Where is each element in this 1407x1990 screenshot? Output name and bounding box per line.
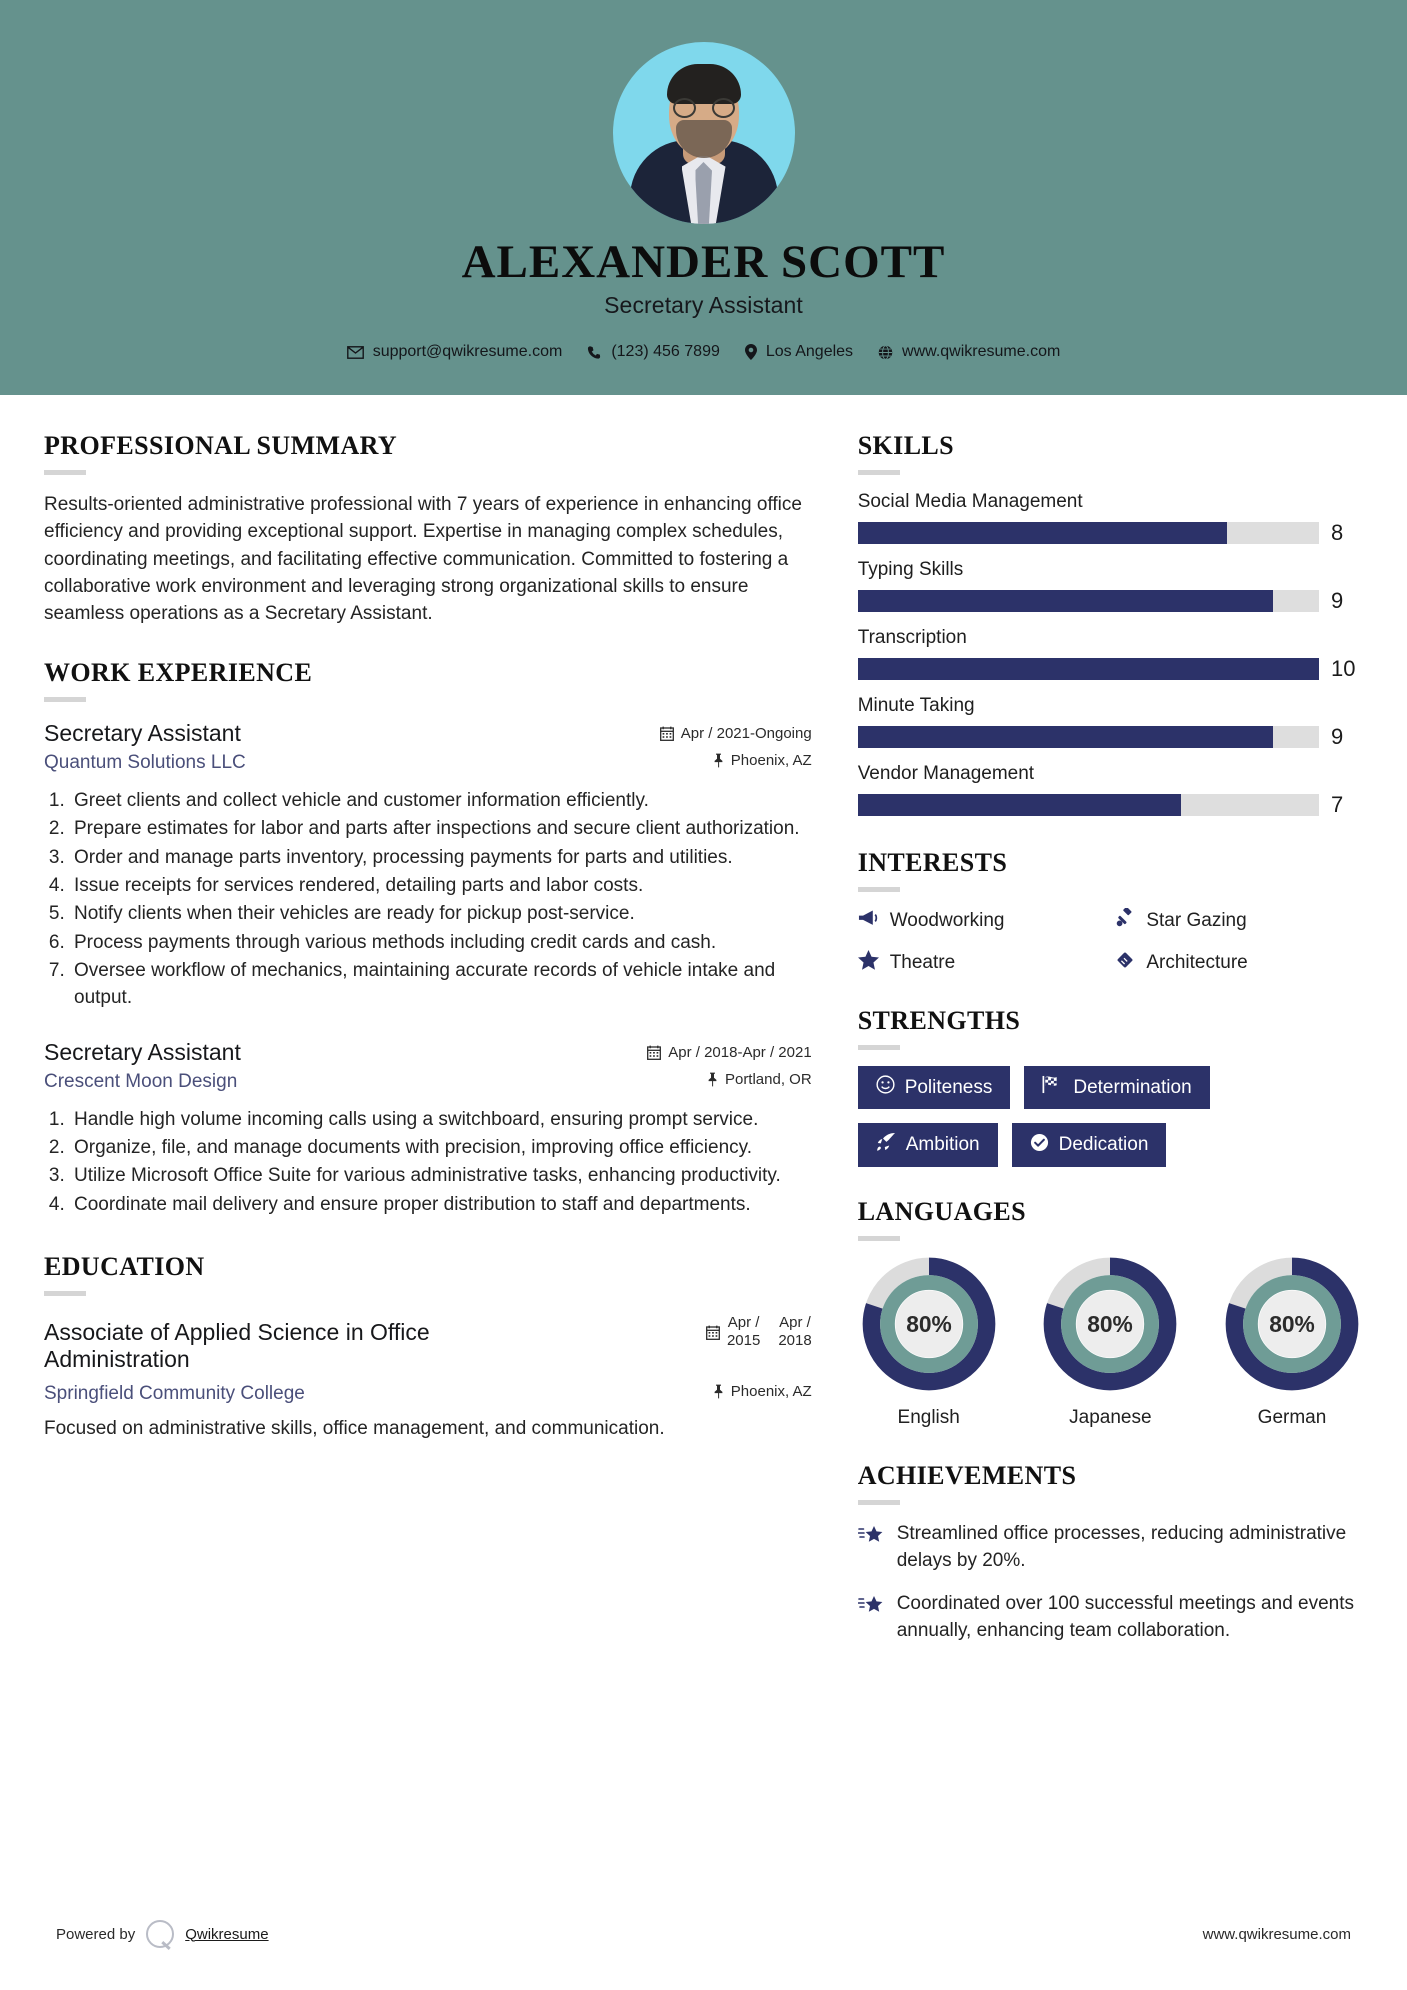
language-item — [1225, 1257, 1359, 1429]
diamond-icon — [1115, 950, 1135, 976]
work-dates — [647, 1044, 811, 1061]
section-rule — [44, 470, 86, 475]
education-school[interactable]: Springfield Community College — [44, 1382, 305, 1404]
education-degree: Associate of Applied Science in Office Administration — [44, 1318, 430, 1373]
skill-label: Transcription — [857, 627, 967, 648]
achievement-text: Coordinated over 100 successful meetings and events annually, enhancing team collaboration. — [896, 1592, 1355, 1641]
contact-phone-text: (123) 456 7899 — [611, 343, 720, 361]
work-role: Secretary Assistant — [44, 1038, 241, 1065]
pushpin-icon — [713, 1384, 724, 1399]
skill-item — [858, 763, 1363, 818]
language-donut — [1225, 1257, 1359, 1391]
work-location-text: Phoenix, AZ — [730, 751, 812, 769]
language-percent: 80% — [905, 1311, 952, 1338]
language-item — [1043, 1257, 1177, 1429]
qwikresume-logo-icon — [146, 1920, 174, 1948]
skill-value: 9 — [1331, 724, 1344, 749]
language-donut — [1043, 1257, 1177, 1391]
work-organization[interactable]: Crescent Moon Design — [44, 1070, 238, 1092]
work-role: Secretary Assistant — [44, 719, 241, 746]
strength-chip — [858, 1066, 1011, 1109]
section-heading-education: EDUCATION — [44, 1252, 205, 1282]
skill-value: 7 — [1331, 792, 1344, 817]
star-icon — [858, 950, 879, 976]
education-start-year: 2015 — [726, 1332, 761, 1350]
work-location — [713, 752, 812, 769]
work-dates-text: Apr / 2018-Apr / 2021 — [668, 1043, 812, 1061]
calendar-icon — [660, 726, 674, 741]
strength-chip — [1012, 1123, 1167, 1167]
work-bullets — [70, 1106, 812, 1218]
skill-value: 10 — [1331, 656, 1356, 681]
phone-icon — [587, 345, 602, 360]
list-item: 4. Coordinate mail delivery and ensure proper distribution to staff and departments. — [70, 1191, 812, 1218]
section-rule — [858, 1236, 900, 1241]
skill-label: Social Media Management — [857, 491, 1083, 512]
strength-label: Dedication — [1058, 1134, 1149, 1155]
work-location — [707, 1071, 812, 1088]
interest-label: Star Gazing — [1146, 909, 1247, 931]
interest-item — [1115, 950, 1363, 976]
skill-bar — [858, 590, 1319, 612]
language-item — [862, 1257, 996, 1429]
work-bullets — [70, 787, 812, 1012]
section-heading-languages: LANGUAGES — [857, 1197, 1026, 1226]
section-heading-work: WORK EXPERIENCE — [44, 657, 313, 687]
map-pin-icon — [745, 344, 757, 360]
pushpin-icon — [707, 1072, 718, 1087]
skill-bar — [858, 658, 1319, 680]
section-rule — [44, 1291, 86, 1296]
education-location-text: Phoenix, AZ — [730, 1382, 812, 1400]
qwikresume-link[interactable]: Qwikresume — [185, 1925, 269, 1943]
smiley-icon — [876, 1075, 895, 1100]
languages-list — [858, 1257, 1363, 1429]
language-percent: 80% — [1087, 1311, 1134, 1338]
contact-bar — [347, 343, 1061, 361]
section-heading-summary: PROFESSIONAL SUMMARY — [44, 431, 398, 460]
list-item: 2. Prepare estimates for labor and parts after inspections and secure client authorization. — [70, 815, 812, 842]
skill-bar — [858, 726, 1319, 748]
interest-label: Theatre — [889, 952, 956, 973]
section-rule — [858, 1045, 900, 1050]
strength-label: Politeness — [904, 1076, 993, 1098]
section-rule — [858, 1500, 900, 1505]
work-organization[interactable]: Quantum Solutions LLC — [44, 751, 246, 773]
work-entry — [44, 720, 812, 1012]
work-location-text: Portland, OR — [724, 1070, 812, 1088]
flag-icon — [1042, 1075, 1063, 1100]
strength-label: Ambition — [905, 1134, 980, 1155]
interest-item — [1115, 908, 1363, 933]
powered-by — [56, 1920, 269, 1948]
interest-label: Woodworking — [889, 909, 1005, 931]
check-circle-icon — [1030, 1133, 1049, 1158]
calendar-icon — [706, 1325, 720, 1340]
skill-item — [858, 491, 1363, 546]
list-item: 1. Greet clients and collect vehicle and customer information efficiently. — [70, 787, 812, 814]
list-item: 3. Order and manage parts inventory, processing payments for parts and utilities. — [70, 844, 812, 871]
megaphone-icon — [858, 909, 879, 933]
resume-header — [0, 0, 1407, 395]
strengths-list — [858, 1066, 1363, 1167]
list-item: 4. Issue receipts for services rendered, detailing parts and labor costs. — [70, 872, 812, 899]
skill-item — [858, 627, 1363, 682]
skill-value: 8 — [1331, 520, 1344, 545]
interest-label: Architecture — [1146, 952, 1248, 973]
contact-email-text: support@qwikresume.com — [372, 343, 563, 361]
achievement-item — [858, 1521, 1363, 1575]
interests-grid — [858, 908, 1363, 976]
skill-item — [858, 695, 1363, 750]
list-item: 1. Handle high volume incoming calls using a switchboard, ensuring prompt service. — [70, 1106, 812, 1133]
education-end-year: 2018 — [778, 1332, 812, 1350]
work-dates-text: Apr / 2021-Ongoing — [680, 724, 812, 742]
contact-phone[interactable] — [587, 343, 720, 361]
powered-by-label: Powered by — [56, 1925, 136, 1943]
skill-label: Typing Skills — [857, 559, 964, 580]
education-location — [713, 1383, 812, 1400]
list-item: 3. Utilize Microsoft Office Suite for various administrative tasks, enhancing productivity. — [70, 1162, 812, 1189]
contact-location — [745, 343, 853, 361]
education-entry — [44, 1314, 812, 1442]
skill-label: Vendor Management — [857, 763, 1035, 784]
language-label: English — [897, 1407, 960, 1428]
section-heading-skills: SKILLS — [857, 431, 955, 460]
language-label: Japanese — [1069, 1407, 1152, 1428]
achievement-text: Streamlined office processes, reducing administrative delays by 20%. — [896, 1523, 1347, 1571]
language-donut — [862, 1257, 996, 1391]
work-dates — [660, 725, 812, 742]
contact-location-text: Los Angeles — [765, 343, 854, 361]
page-footer — [0, 1920, 1407, 1948]
rocket-icon — [876, 1132, 896, 1158]
section-heading-interests: INTERESTS — [857, 848, 1008, 877]
education-start-month: Apr / — [727, 1314, 760, 1332]
envelope-icon — [347, 346, 364, 359]
contact-website[interactable] — [878, 343, 1060, 361]
list-item: 7. Oversee workflow of mechanics, maintaining accurate records of vehicle intake and output. — [70, 957, 812, 1012]
calendar-icon — [647, 1045, 661, 1060]
skill-label: Minute Taking — [857, 695, 975, 716]
pushpin-icon — [713, 753, 724, 768]
list-item: 5. Notify clients when their vehicles are ready for pickup post-service. — [70, 900, 812, 927]
skill-value: 9 — [1331, 588, 1344, 613]
list-item: 2. Organize, file, and manage documents with precision, improving office efficiency. — [70, 1134, 812, 1161]
work-entry — [44, 1039, 812, 1218]
strength-chip — [858, 1123, 998, 1167]
job-title: Secretary Assistant — [604, 292, 803, 319]
strength-chip — [1024, 1066, 1209, 1109]
skill-bar — [858, 794, 1319, 816]
right-column — [858, 395, 1363, 1645]
page-title: ALEXANDER SCOTT — [461, 236, 946, 288]
interest-item — [858, 950, 1106, 976]
language-label: German — [1257, 1407, 1327, 1428]
section-rule — [858, 887, 900, 892]
avatar — [613, 42, 795, 224]
shooting-star-icon — [858, 1591, 884, 1621]
contact-website-text: www.qwikresume.com — [902, 343, 1061, 361]
footer-website[interactable]: www.qwikresume.com — [1202, 1925, 1351, 1943]
globe-icon — [878, 345, 893, 360]
education-description: Focused on administrative skills, office management, and communication. — [44, 1417, 665, 1439]
list-item: 6. Process payments through various methods including credit cards and cash. — [70, 929, 812, 956]
language-percent: 80% — [1269, 1311, 1315, 1338]
gavel-icon — [1115, 908, 1135, 933]
section-rule — [858, 470, 900, 475]
section-heading-achievements: ACHIEVEMENTS — [857, 1461, 1077, 1490]
skill-item — [858, 559, 1363, 614]
education-end-month: Apr / — [779, 1314, 811, 1332]
section-heading-strengths: STRENGTHS — [857, 1006, 1021, 1035]
section-rule — [44, 697, 86, 702]
summary-text: Results-oriented administrative professional with 7 years of experience in enhancing office efficiency and providing exceptional support. Expertise in managing complex schedules, coordinating meetings, and facilitating effective communication. Committed to fostering a collaborative work environment and leveraging strong organizational skills to ensure seamless operations as a Secretary Assistant. — [44, 494, 802, 625]
skill-bar — [858, 522, 1319, 544]
strength-label: Determination — [1073, 1076, 1192, 1098]
achievement-item — [858, 1591, 1363, 1645]
shooting-star-icon — [858, 1521, 884, 1551]
interest-item — [858, 908, 1106, 933]
education-dates — [706, 1314, 812, 1350]
left-column — [44, 395, 812, 1645]
resume-body — [0, 395, 1407, 1645]
contact-email[interactable] — [347, 343, 563, 361]
